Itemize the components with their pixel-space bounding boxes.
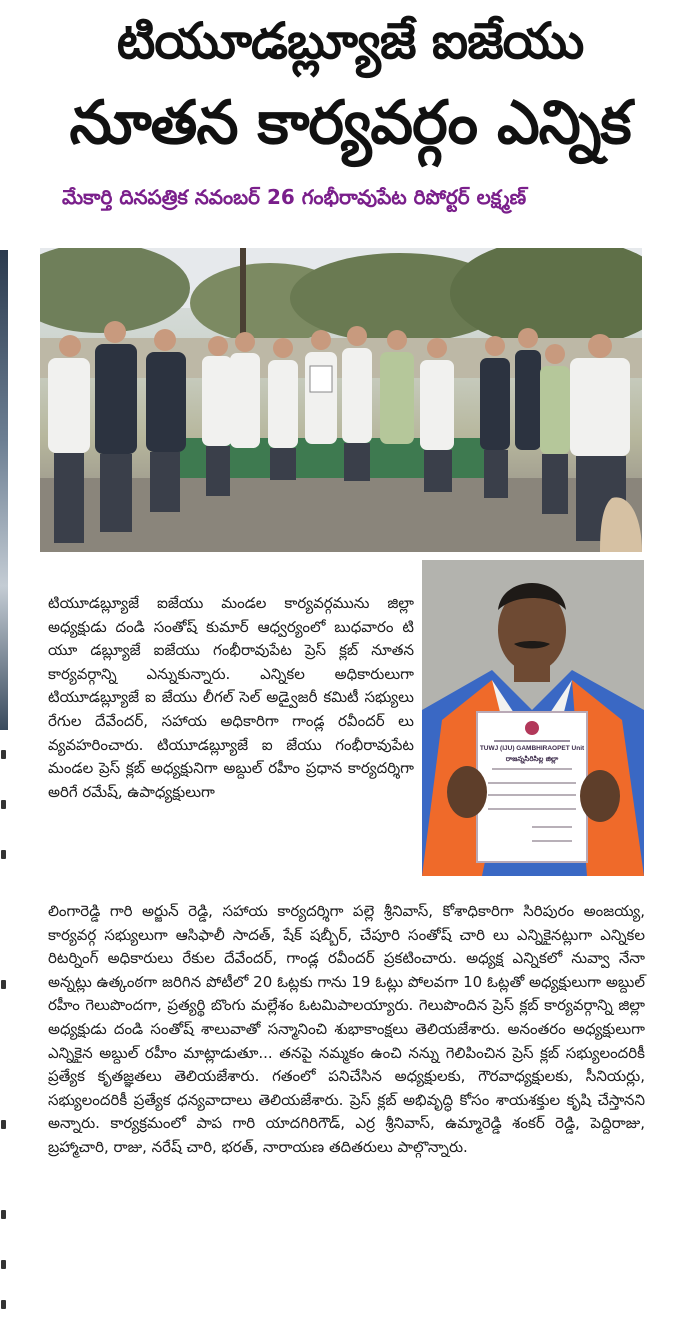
- adjacent-page-edge: [0, 250, 8, 730]
- article-body-narrow: టియూడబ్ల్యూజే ఐజేయు మండల కార్యవర్గమును జిల్లా అధ్యక్షుడు దండి సంతోష్ కుమార్ ఆధ్వర్యంలో బుధవారం టి యూ డబ్ల్యూజే ఐజేయు గంభీరావుపేట ప్రెస్ క్లబ్ నూతన కార్యవర్గాన్ని ఎన్నుకున్నారు. ఎన్నికల అధికారులుగా టియూడబ్ల్యూజే ఐ జేయు లీగల్ సెల్ అడ్వైజరీ కమిటీ సభ్యులు రేగుల దేవేందర్, సహాయ అధికారిగా గాండ్ల రవీందర్ లు వ్యవహరించారు. టియూడబ్ల్యూజే ఐ జేయు గంభీరావుపేట మండల ప్రెస్ క్లబ్ అధ్యక్షునిగా అబ్దుల్ రహీం ప్రధాన కార్యదర్శిగా అరిగే రమేష్, ఉపాధ్యక్షులుగా: [48, 594, 414, 801]
- certificate-title: రాజన్నసిరిసిల్ల జిల్లా: [505, 755, 559, 763]
- certificate-org: TUWJ (IJU) GAMBHIRAOPET Unit: [479, 745, 585, 752]
- group-photo: [40, 248, 642, 552]
- portrait-photo: [422, 560, 644, 876]
- headline-line-1: టియూడబ్ల్యూజే ఐజేయు: [116, 12, 584, 70]
- adjacent-page-text-fragments: [0, 740, 8, 1329]
- dateline: మేకార్తి దినపత్రిక నవంబర్ 26 గంభీరావుపేట రిపోర్టర్ లక్ష్మణ్: [62, 185, 527, 209]
- headline-line-2: నూతన కార్యవర్గం ఎన్నిక: [69, 88, 631, 158]
- article-body-wide: లింగారెడ్డి గారి అర్జున్ రెడ్డి, సహాయ కార్యదర్శిగా పల్లె శ్రీనివాస్, కోశాధికారిగా సిరిపురం అంజయ్య, కార్యవర్గ సభ్యులుగా ఆసిఫాలీ సాదత్, షేక్ షబ్బీర్, చేపూరి సంతోష్ చారి లు ఎన్నికైనట్లుగా ఎన్నికల రిటర్నింగ్ అధికారులు రేకుల దేవేందర్, గాండ్ల రవీందర్ ప్రకటించారు. అధ్యక్ష ఎన్నికలో నువ్వా నేనా అన్నట్లు ఉత్కంఠగా జరిగిన పోటీలో 20 ఓట్లకు గాను 19 ఓట్లు పోలవగా 10 ఓట్లతో అధ్యక్షులుగా అబ్దుల్ రహీం గెలుపొందగా, ప్రత్యర్థి బొంగు మల్లేశం ఓటమిపాలయ్యారు. గెలుపొందిన ప్రెస్ క్లబ్ కార్యవర్గాన్ని జిల్లా అధ్యక్షుడు దండి సంతోష్ శాలువాతో సన్మానించి శుభాకాంక్షలు తెలియజేశారు. అనంతరం అధ్యక్షులుగా ఎన్నికైన అబ్దుల్ రహీం మాట్లాడుతూ... తనపై నమ్మకం ఉంచి నన్ను గెలిపించిన ప్రెస్ క్లబ్ సభ్యులందరికీ ప్రత్యేక కృతజ్ఞతలు తెలియజేశారు. గతంలో పనిచేసిన అధ్యక్షులకు, గౌరవాధ్యక్షులకు, సీనియర్లు, సభ్యులందరికీ ప్రత్యేక ధన్యవాదాలు తెలియజేశారు. ప్రెస్ క్లబ్ అభివృద్ధి కోసం శాయశక్తుల కృషి చేస్తానని అన్నారు. కార్యక్రమంలో పాప గారి యాదగిరిగౌడ్, ఎర్ర శ్రీనివాస్, ఉమ్మారెడ్డి శంకర్ రెడ్డి, పెద్దిరాజు, బ్రహ్మాచారి, రాజు, నరేష్ చారి, భరత్, నారాయణ తదితరులు పాల్గొన్నారు.: [48, 902, 645, 1156]
